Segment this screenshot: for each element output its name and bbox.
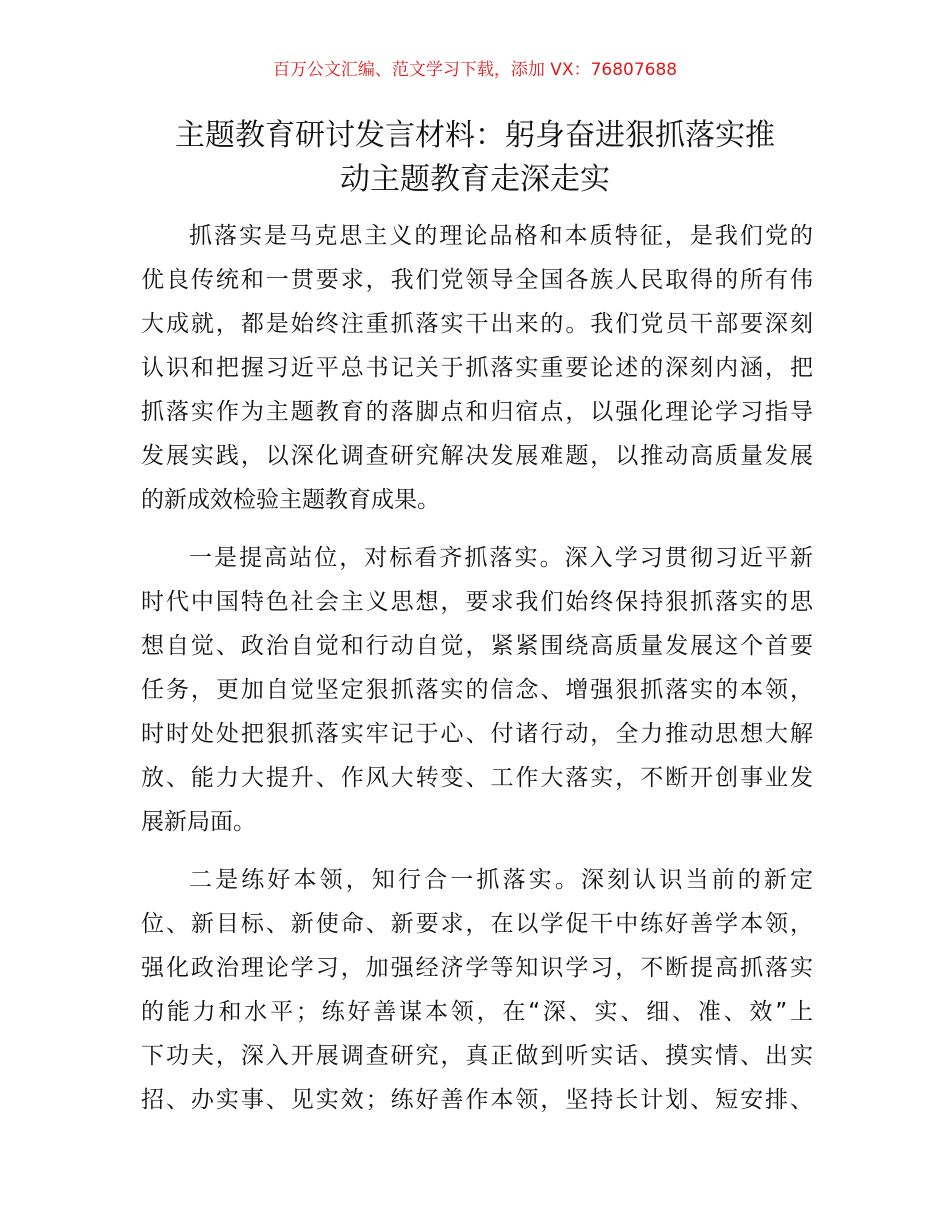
paragraph-point-one — [141, 536, 813, 844]
paragraph-line: 发展实践，以深化调查研究解决发展难题，以推动高质量发展 — [141, 443, 813, 469]
paragraph-line: 展新局面。 — [141, 809, 256, 835]
paragraph-line: 任务，更加自觉坚定狠抓落实的信念、增强狠抓落实的本领， — [141, 677, 813, 703]
paragraph-line: 优良传统和一贯要求，我们党领导全国各族人民取得的所有伟 — [141, 267, 813, 293]
paragraph-line: 抓落实作为主题教育的落脚点和归宿点，以强化理论学习指导 — [141, 399, 813, 425]
header-promo-note: 百万公文汇编、范文学习下载，添加 VX：76807688 — [272, 60, 678, 80]
title-line-2: 动主题教育走深走实 — [340, 162, 610, 197]
title-line-1: 主题教育研讨发言材料：躬身奋进狠抓落实推 — [175, 118, 775, 153]
paragraph-line: 时代中国特色社会主义思想，要求我们始终保持狠抓落实的思 — [141, 589, 813, 615]
paragraph-line: 抓落实是马克思主义的理论品格和本质特征，是我们党的 — [189, 223, 813, 249]
paragraph-line: 的新成效检验主题教育成果。 — [141, 487, 440, 513]
paragraph-line: 强化政治理论学习，加强经济学等知识学习，不断提高抓落实 — [141, 955, 813, 981]
paragraph-line: 位、新目标、新使命、新要求，在以学促干中练好善学本领， — [141, 911, 813, 937]
document-body — [141, 214, 813, 1136]
paragraph-line: 的能力和水平；练好善谋本领，在“深、实、细、准、效”上 — [141, 999, 813, 1025]
paragraph-line: 想自觉、政治自觉和行动自觉，紧紧围绕高质量发展这个首要 — [141, 633, 813, 659]
paragraph-line: 大成就，都是始终注重抓落实干出来的。我们党员干部要深刻 — [141, 311, 813, 337]
paragraph-line: 下功夫，深入开展调查研究，真正做到听实话、摸实情、出实 — [141, 1043, 813, 1069]
paragraph-line: 招、办实事、见实效；练好善作本领，坚持长计划、短安排、 — [141, 1087, 813, 1113]
paragraph-line: 认识和把握习近平总书记关于抓落实重要论述的深刻内涵，把 — [141, 355, 813, 381]
document-title — [120, 114, 830, 202]
paragraph-point-two — [141, 858, 813, 1122]
paragraph-line: 一是提高站位，对标看齐抓落实。深入学习贯彻习近平新 — [189, 545, 813, 571]
paragraph-line: 放、能力大提升、作风大转变、工作大落实，不断开创事业发 — [141, 765, 813, 791]
paragraph-line: 时时处处把狠抓落实牢记于心、付诸行动，全力推动思想大解 — [141, 721, 813, 747]
paragraph-intro — [141, 214, 813, 522]
paragraph-line: 二是练好本领，知行合一抓落实。深刻认识当前的新定 — [189, 867, 813, 893]
